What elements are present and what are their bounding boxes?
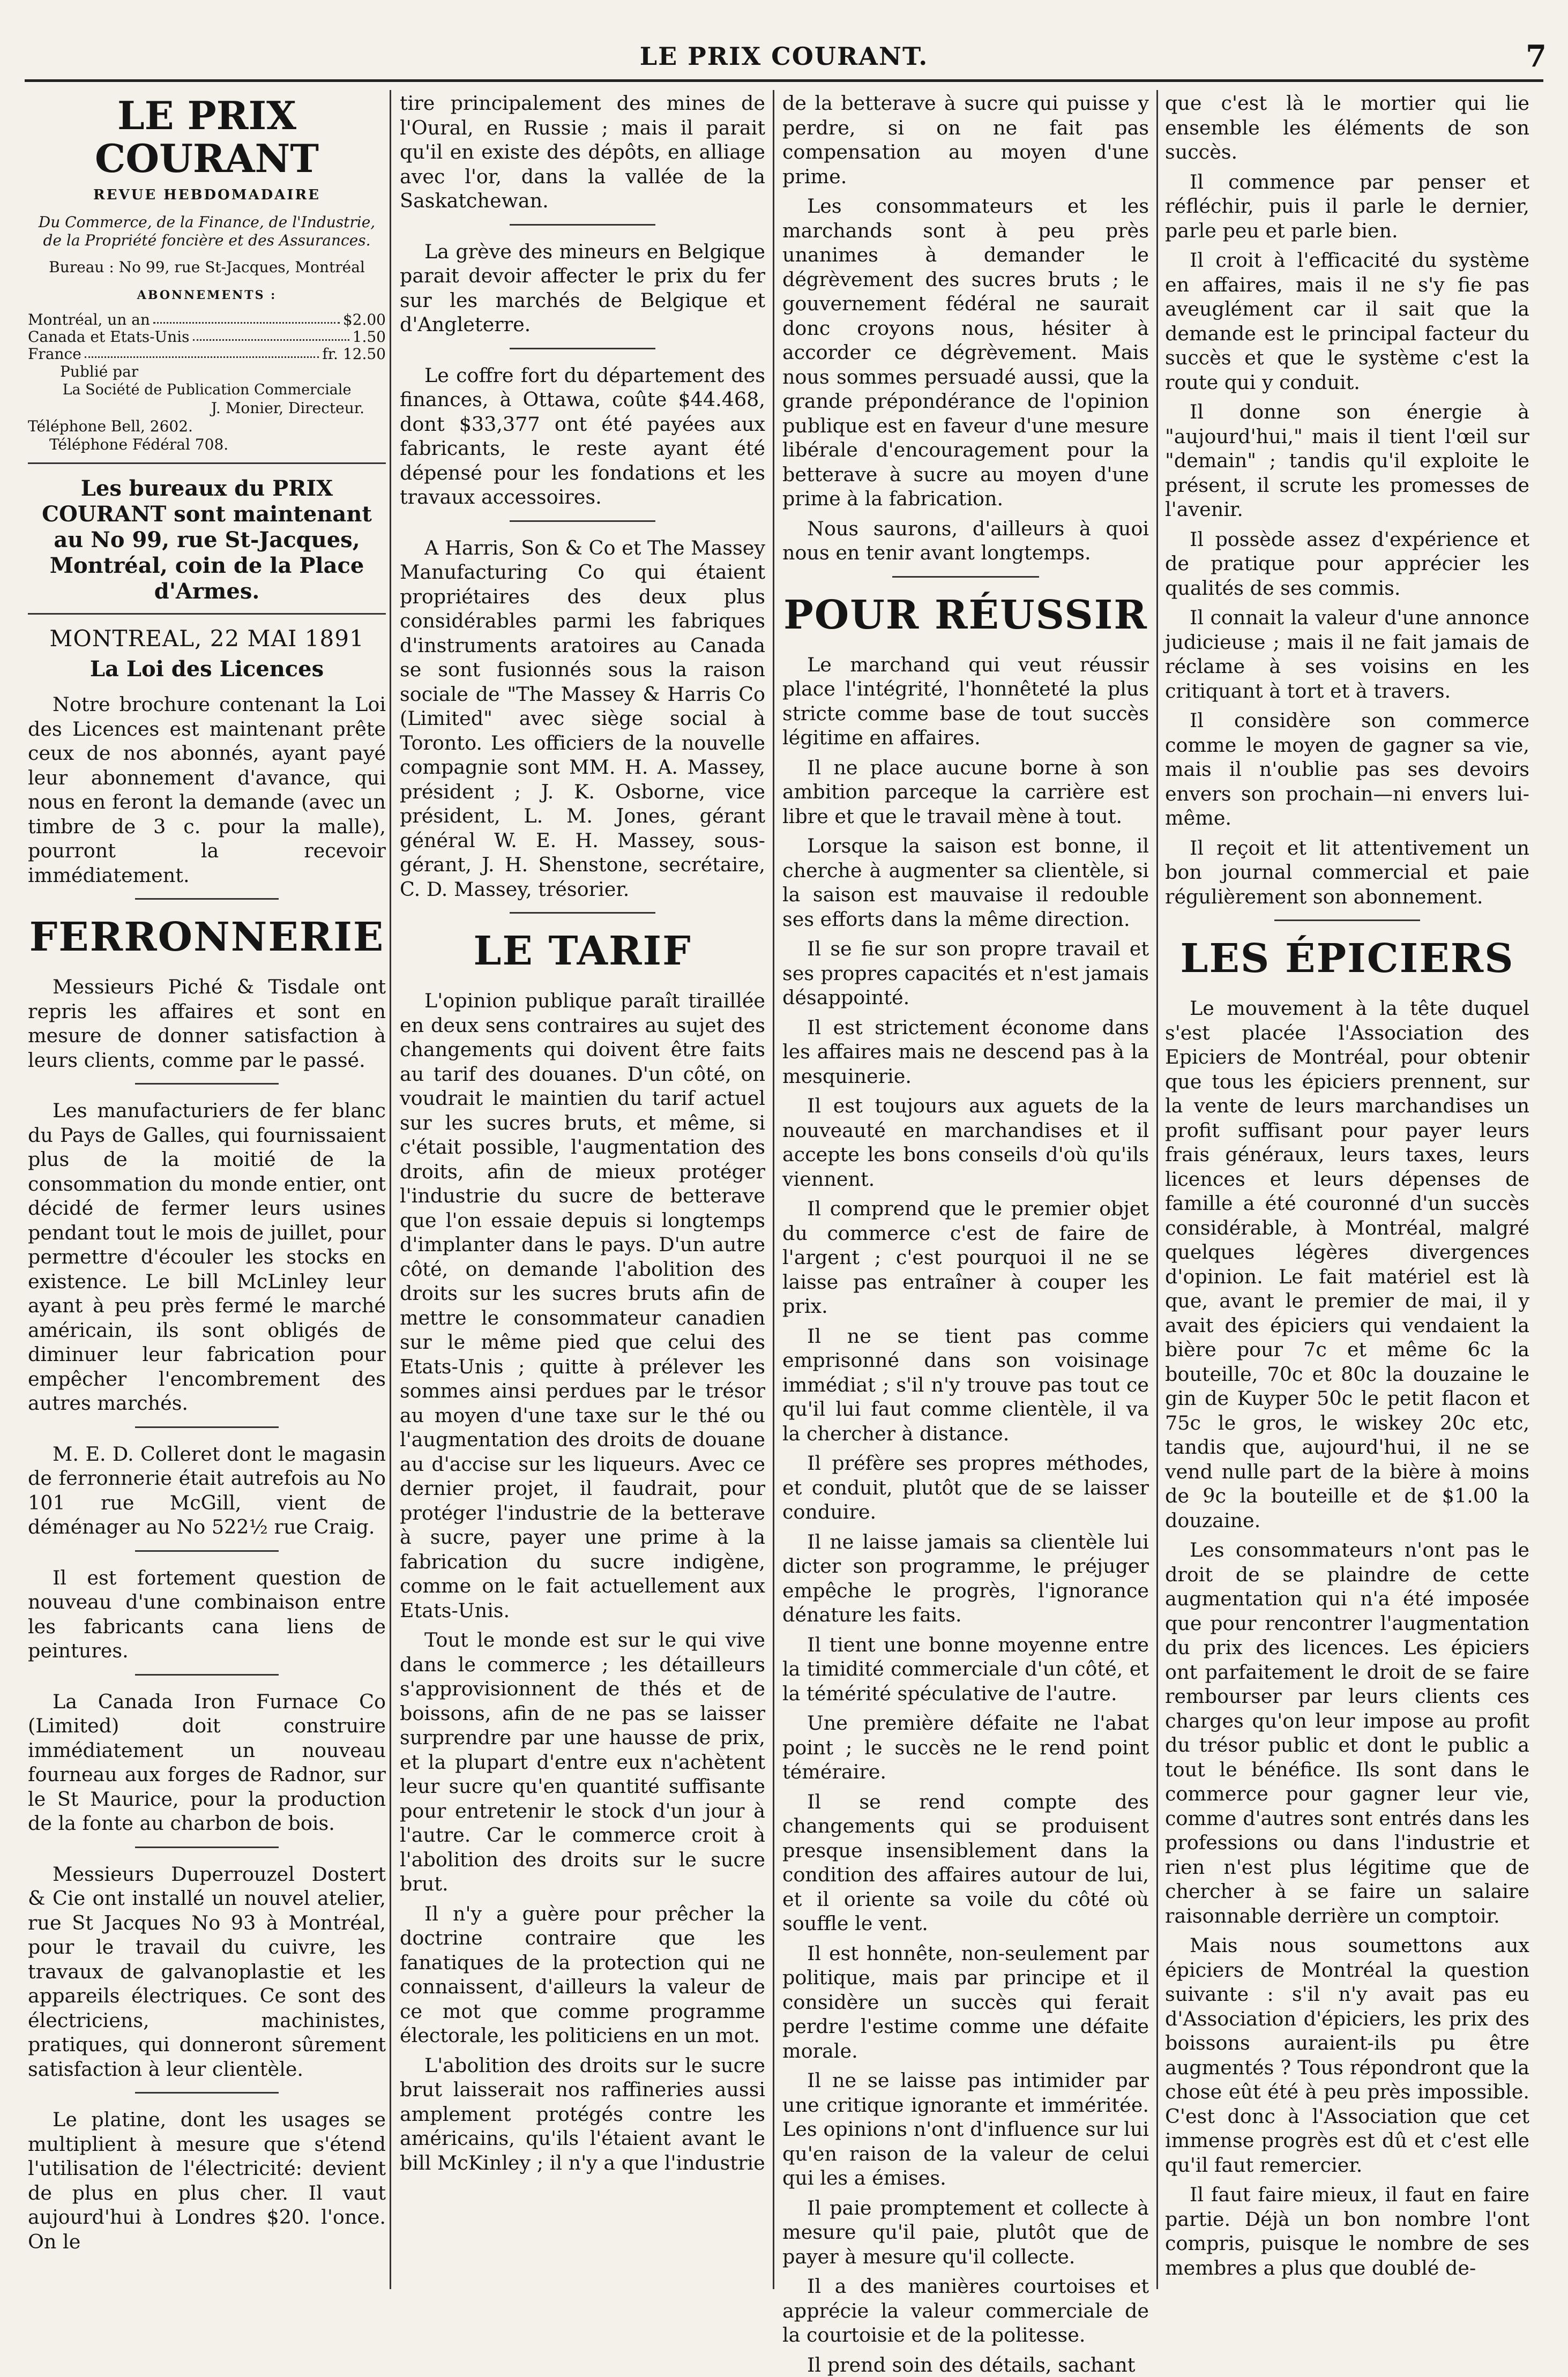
loi-heading: La Loi des Licences — [28, 656, 386, 683]
publisher: La Société de Publication Commerciale — [28, 381, 386, 399]
subscription-value: $2.00 — [343, 311, 386, 328]
subscription-value: fr. 12.50 — [322, 346, 386, 363]
paragraph: Il est toujours aux aguets de la nouveauté en marchandises et il accepte les bons conseils d'où qu'ils viennent. — [782, 1094, 1149, 1191]
paragraph: Messieurs Duperrouzel Dostert & Cie ont installé un nouvel atelier, rue St Jacques No 93 à Montréal, pour le travail du cuivre, les travaux de galvanoplastie et les appareils électriques. Ce sont des électriciens, machinistes, pratiques, qui donneront sûrement satisfaction à leur clientèle. — [28, 1862, 386, 2082]
column-rule-3 — [1156, 90, 1158, 2289]
paragraph: A Harris, Son & Co et The Massey Manufacturing Co qui étaient propriétaires des deux plus considérables parmi les fabriques d'instruments aratoires au Canada se sont fusionnés sous la raison sociale de "The Massey & Harris Co (Limited" avec siège social à Toronto. Les officiers de la nouvelle compagnie sont MM. H. A. Massey, président ; J. K. Osborne, vice président, L. M. Jones, gérant général W. E. H. Massey, sous-gérant, J. H. Shenstone, secrétaire, C. D. Massey, trésorier. — [400, 536, 765, 902]
paragraph: Notre brochure contenant la Loi des Licences est maintenant prête ceux de nos abonnés, ayant payé leur abonnement d'avance, qui nous en feront la demande (avec un timbre de 3 c. pour la malle), pourront la recevoir immédiatement. — [28, 692, 386, 887]
paragraph: Il connait la valeur d'une annonce judicieuse ; mais il ne fait jamais de réclame à ses voisins en les critiquant à tort et à travers. — [1165, 606, 1529, 703]
subscription-label: France — [28, 346, 81, 363]
column-rule-1 — [390, 90, 391, 2289]
paragraph: Il possède assez d'expérience et de pratique pour apprécier les qualités de ses commis. — [1165, 527, 1529, 601]
paragraph: que c'est là le mortier qui lie ensemble les éléments de son succès. — [1165, 91, 1529, 165]
paragraph: Le mouvement à la tête duquel s'est placée l'Association des Epiciers de Montréal, pour obtenir que tous les épiciers prennent, sur la vente de leurs marchandises un profit suffisant pour payer leurs frais généraux, leurs taxes, leurs licences et leurs dépenses de famille a été couronné d'un succès considérable, à Montréal, malgré quelques légères divergences d'opinion. Le fait matériel est là que, avant le premier de mai, il y avait des épiciers qui vendaient la bière pour 7c et même 6c la bouteille, 70c et 80c la douzaine le gin de Kuyper 50c le petit flacon et 75c le gros, le wiskey 20c etc, tandis que, aujourd'hui, il ne se vend nulle part de la bière à moins de 9c la bouteille et de $1.00 la douzaine. — [1165, 996, 1529, 1533]
paragraph: Il ne place aucune borne à son ambition parceque la carrière est libre et que le travail mène à tout. — [782, 756, 1149, 829]
paragraph: Il se rend compte des changements qui se produisent presque insensiblement dans la condition des affaires autour de lui, et il oriente sa voile du côté où souffle le vent. — [782, 1790, 1149, 1936]
paragraph: Il croit à l'efficacité du système en affaires, mais il ne s'y fie pas aveuglément car il sait que la demande est le principal facteur du succès et que le système c'est la route qui y conduit. — [1165, 248, 1529, 394]
paragraph: Nous saurons, d'ailleurs à quoi nous en tenir avant longtemps. — [782, 517, 1149, 565]
telephone-bell: Téléphone Bell, 2602. — [28, 417, 386, 436]
paragraph: Il donne son énergie à "aujourd'hui," mais il tient l'œil sur "demain" ; tandis qu'il exploite le présent, il scrute les promesses de l'avenir. — [1165, 400, 1529, 522]
paragraph: L'opinion publique paraît tiraillée en deux sens contraires au sujet des changements qui doivent être faits au tarif des douanes. D'un côté, on voudrait le maintien du tarif actuel sur les sucres bruts, et même, si c'était possible, l'augmentation des droits, afin de mieux protéger l'industrie du sucre de betterave que l'on essaie depuis si longtemps d'implanter dans le pays. D'un autre côté, on demande l'abolition des droits sur les sucres bruts afin de mettre le consommateur canadien sur le même pied que celui des Etats-Unis ; quitte à prélever les sommes ainsi perdues par le trésor au moyen d'une taxe sur le thé ou l'augmentation des droits de douane au d'accise sur les liqueurs. Avec ce dernier projet, il faudrait, pour protéger l'industrie de la betterave à sucre, payer une prime à la fabrication du sucre indigène, comme on le fait actuellement aux Etats-Unis. — [400, 989, 765, 1623]
paragraph: Tout le monde est sur le qui vive dans le commerce ; les détailleurs s'approvisionnent de thés et de boissons, afin de ne pas se laisser surprendre par une hausse de prix, et la plupart d'entre eux n'achètent leur sucre qu'en quantité suffisante pour entretenir le stock d'un jour à l'autre. Car le commerce croit à l'abolition des droits sur le sucre brut. — [400, 1628, 765, 1896]
paragraph: M. E. D. Colleret dont le magasin de ferronnerie était autrefois au No 101 rue McGill, vient de déménager au No 522½ rue Craig. — [28, 1442, 386, 1539]
paragraph: Les consommateurs n'ont pas le droit de se plaindre de cette augmentation qui n'a été imposée que pour rencontrer l'augmentation du prix des licences. Les épiciers ont parfaitement le droit de se faire rembourser par leurs clients ces charges qu'on leur impose au profit du trésor public et dont le public a tout le bénéfice. Ils sont dans le commerce pour gagner leur vie, comme d'autres sont entrés dans les professions ou dans l'industrie et rien n'est plus légitime que de chercher à se faire un salaire raisonnable derrière un comptoir. — [1165, 1538, 1529, 1928]
paragraph: Il est honnête, non-seulement par politique, mais par principe et il considère un succès qui ferait perdre l'estime comme une défaite morale. — [782, 1941, 1149, 2064]
subscription-row — [28, 311, 386, 328]
publie-par: Publié par — [28, 363, 386, 381]
paragraph: L'abolition des droits sur le sucre brut laisserait nos raffineries aussi amplement protégés contre les américains, qu'ils l'étaient avant le bill McKinley ; il n'y a que l'industrie — [400, 2053, 765, 2176]
paragraph: tire principalement des mines de l'Oural, en Russie ; mais il parait qu'il en existe des dépôts, en alliage avec l'or, dans la vallée de la Saskatchewan. — [400, 91, 765, 213]
subscription-label: Canada et Etats-Unis — [28, 328, 190, 346]
paragraph: Le marchand qui veut réussir place l'intégrité, l'honnêteté la plus stricte comme base de tout succès légitime en affaires. — [782, 653, 1149, 750]
reussir-heading: POUR RÉUSSIR — [782, 592, 1149, 639]
paragraph: Il faut faire mieux, il faut en faire partie. Déjà un bon nombre l'ont compris, puisque le nombre de ses membres a plus que doublé de- — [1165, 2182, 1529, 2280]
dateline: MONTREAL, 22 MAI 1891 — [28, 626, 386, 651]
paragraph: Il comprend que le premier objet du commerce c'est de faire de l'argent ; c'est pourquoi il ne se laisse pas entraîner à couper les prix. — [782, 1197, 1149, 1319]
paragraph: Il prend soin des détails, sachant — [782, 2353, 1149, 2377]
tarif-heading: LE TARIF — [400, 928, 765, 975]
paragraph: Il tient une bonne moyenne entre la timidité commerciale d'un côté, et la témérité spéculative de l'autre. — [782, 1633, 1149, 1706]
page-number: 7 — [1526, 39, 1547, 74]
paragraph: Une première défaite ne l'abat point ; le succès ne le rend point téméraire. — [782, 1711, 1149, 1784]
running-title: LE PRIX COURANT. — [0, 42, 1568, 71]
header-rule — [25, 79, 1543, 82]
paragraph: Il est fortement question de nouveau d'une combinaison entre les fabricants cana liens de peintures. — [28, 1566, 386, 1663]
page-header — [0, 0, 1568, 80]
paragraph: Lorsque la saison est bonne, il cherche à augmenter sa clientèle, si la saison est mauvaise il redouble ses efforts dans la même direction. — [782, 834, 1149, 931]
paragraph: Les manufacturiers de fer blanc du Pays de Galles, qui fournissaient plus de la moitié de la consommation du monde entier, ont décidé de fermer leurs usines pendant tout le mois de juillet, pour permettre d'écouler les stocks en existence. Le bill McLinley leur ayant à peu près fermé le marché américain, ils sont obligés de diminuer leur fabrication pour empêcher l'encombrement des autres marchés. — [28, 1098, 386, 1416]
paragraph: Il ne se laisse pas intimider par une critique ignorante et imméritée. Les opinions n'ont d'influence sur lui qu'en raison de la valeur de celui qui les a émises. — [782, 2068, 1149, 2191]
subscription-label: Montréal, un an — [28, 311, 150, 328]
masthead-bureau: Bureau : No 99, rue St-Jacques, Montréal — [28, 255, 386, 280]
paragraph: La grève des mineurs en Belgique parait devoir affecter le prix du fer sur les marchés de Belgique et d'Angleterre. — [400, 240, 765, 337]
column-1 — [28, 91, 386, 2289]
paragraph: Mais nous soumettons aux épiciers de Montréal la question suivante : s'il n'y avait pas eu d'Association d'épiciers, les prix des boissons auraient-ils pu être augmentés ? Tous répondront que la chose eût été à peu près impossible. C'est donc à l'Association que cet immense progrès est dû et c'est elle qu'il faut remercier. — [1165, 1933, 1529, 2177]
subscription-row — [28, 346, 386, 363]
paragraph: Le coffre fort du département des finances, à Ottawa, coûte $44.468, dont $33,377 ont été payées aux fabricants, le reste ayant été dépensé pour les fondations et les travaux accessoires. — [400, 363, 765, 510]
paragraph: Il n'y a guère pour prêcher la doctrine contraire que les fanatiques de la protection qui ne connaissent, d'ailleurs la valeur de ce mot que comme programme électorale, les politiciens en un mot. — [400, 1902, 765, 2048]
paragraph: Il ne se tient pas comme emprisonné dans son voisinage immédiat ; s'il n'y trouve pas tout ce qu'il lui faut comme clientèle, il va la chercher à distance. — [782, 1324, 1149, 1446]
paragraph: Le platine, dont les usages se multiplient à mesure que s'étend l'utilisation de l'électricité: devient de plus en plus cher. Il vaut aujourd'hui à Londres $20. l'once. On le — [28, 2107, 386, 2254]
masthead-description: Du Commerce, de la Finance, de l'Industrie, de la Propriété foncière et des Assurances. — [28, 213, 386, 250]
column-3 — [782, 91, 1149, 2289]
masthead-subtitle: REVUE HEBDOMADAIRE — [28, 183, 386, 208]
ferronnerie-heading: FERRONNERIE — [28, 914, 386, 961]
paragraph: Messieurs Piché & Tisdale ont repris les affaires et sont en mesure de donner satisfaction à leurs clients, comme par le passé. — [28, 975, 386, 1072]
subscription-value: 1.50 — [353, 328, 386, 346]
abonnements-label: ABONNEMENTS : — [28, 283, 386, 308]
telephone-federal: Téléphone Fédéral 708. — [28, 436, 386, 454]
paragraph: Il a des manières courtoises et apprécie la valeur commerciale de la courtoisie et de la politesse. — [782, 2274, 1149, 2348]
paragraph: Il préfère ses propres méthodes, et conduit, plutôt que de se laisser conduire. — [782, 1451, 1149, 1524]
paragraph: Il paie promptement et collecte à mesure qu'il paie, plutôt que de payer à mesure qu'il collecte. — [782, 2196, 1149, 2269]
director: J. Monier, Directeur. — [28, 399, 386, 417]
column-2 — [400, 91, 765, 2289]
masthead-title: LE PRIX COURANT — [28, 94, 386, 180]
paragraph: Il se fie sur son propre travail et ses propres capacités et n'est jamais désappointé. — [782, 937, 1149, 1010]
column-rule-2 — [773, 90, 774, 2289]
paragraph: Il ne laisse jamais sa clientèle lui dicter son programme, le préjuger empêche le progrès, l'ignorance dénature les faits. — [782, 1530, 1149, 1627]
paragraph: de la betterave à sucre qui puisse y perdre, si on ne fait pas compensation au moyen d'une prime. — [782, 91, 1149, 189]
subscription-row — [28, 328, 386, 346]
office-notice: Les bureaux du PRIX COURANT sont maintenant au No 99, rue St-Jacques, Montréal, coin de la Place d'Armes. — [28, 476, 386, 604]
column-4 — [1165, 91, 1529, 2289]
paragraph: La Canada Iron Furnace Co (Limited) doit construire immédiatement un nouveau fourneau aux forges de Radnor, sur le St Maurice, pour la production de la fonte au charbon de bois. — [28, 1690, 386, 1836]
paragraph: Les consommateurs et les marchands sont à peu près unanimes à demander le dégrèvement des sucres bruts ; le gouvernement fédéral ne saurait donc croyons nous, hésiter à accorder ce dégrèvement. Mais nous sommes persuadé aussi, que la grande prépondérance de l'opinion publique est en faveur d'une mesure libérale d'encouragement pour la betterave à sucre au moyen d'une prime à la fabrication. — [782, 194, 1149, 511]
paragraph: Il reçoit et lit attentivement un bon journal commercial et paie régulièrement son abonnement. — [1165, 836, 1529, 909]
paragraph: Il commence par penser et réfléchir, puis il parle le dernier, parle peu et parle bien. — [1165, 170, 1529, 243]
paragraph: Il est strictement économe dans les affaires mais ne descend pas à la mesquinerie. — [782, 1015, 1149, 1089]
epiciers-heading: LES ÉPICIERS — [1165, 935, 1529, 982]
paragraph: Il considère son commerce comme le moyen de gagner sa vie, mais il n'oublie pas ses devoirs envers son prochain—ni envers lui-même. — [1165, 708, 1529, 831]
